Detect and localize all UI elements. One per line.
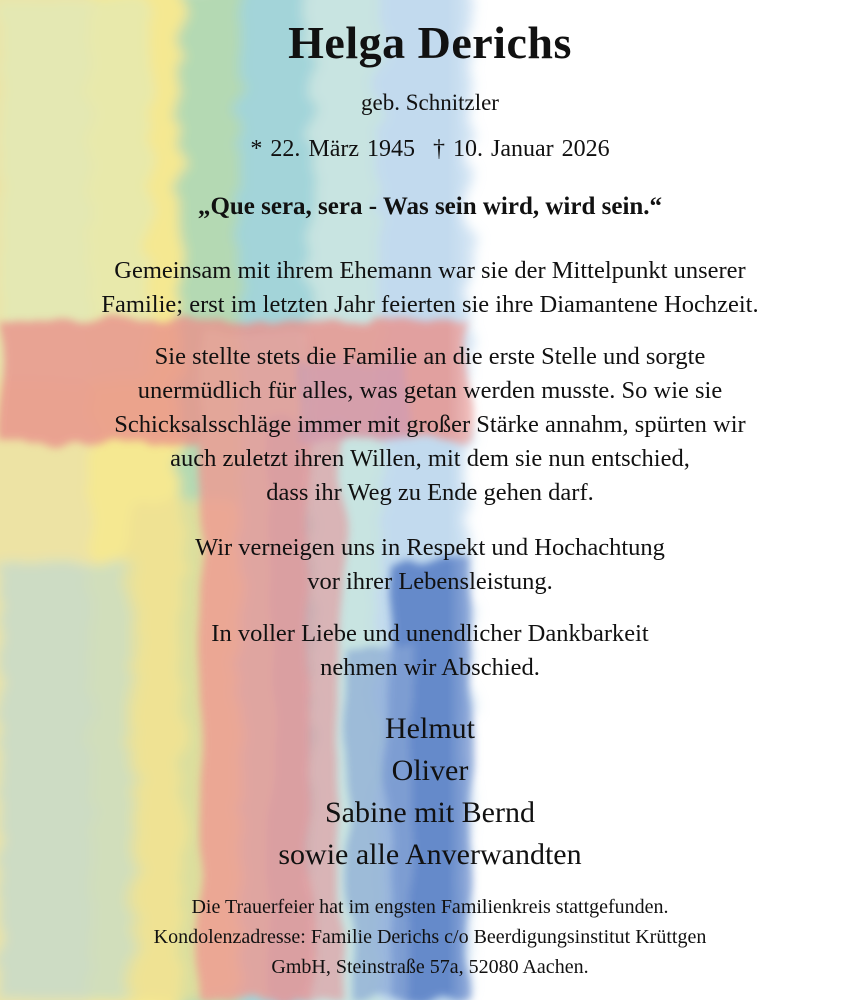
text-line: nehmen wir Abschied. [320,654,540,681]
paragraph-respect [20,531,840,599]
funeral-info [20,892,840,982]
mourner-name: Oliver [391,754,469,787]
mourners-list [0,708,860,876]
footer-line: GmbH, Steinstraße 57a, 52080 Aachen. [271,956,589,978]
text-line: Sie stellte stets die Familie an die erste Stelle und sorgte [154,343,706,370]
text-line: Wir verneigen uns in Respekt und Hochachtung [195,534,665,561]
quote: „Que sera, sera - Was sein wird, wird sein.“ [197,193,663,220]
mourner-name: sowie alle Anverwandten [278,838,582,871]
mourner-name: Helmut [385,712,475,745]
text-line: Gemeinsam mit ihrem Ehemann war sie der Mittelpunkt unserer [114,257,746,284]
paragraph-marriage [20,254,840,322]
paragraph-family [20,340,840,510]
text-line: In voller Liebe und unendlicher Dankbarkeit [211,620,649,647]
text-line: auch zuletzt ihren Willen, mit dem sie nun entschied, [170,445,690,472]
text-line: vor ihrer Lebensleistung. [307,568,553,595]
birth-date: * 22. März 1945 [250,136,415,162]
text-line: Schicksalsschläge immer mit großer Stärke annahm, spürten wir [114,411,746,438]
mourner-name: Sabine mit Bernd [325,796,535,829]
paragraph-farewell [20,617,840,685]
life-dates [0,136,860,163]
text-line: dass ihr Weg zu Ende gehen darf. [266,479,594,506]
text-line: Familie; erst im letzten Jahr feierten sie ihre Diamantene Hochzeit. [101,291,759,318]
deceased-name: Helga Derichs [288,17,572,68]
footer-line: Die Trauerfeier hat im engsten Familienkreis stattgefunden. [191,896,669,918]
death-date: † 10. Januar 2026 [433,136,610,162]
condolence-address: Kondolenzadresse: Familie Derichs c/o Beerdigungsinstitut Krüttgen [153,926,707,948]
maiden-name: geb. Schnitzler [361,90,499,115]
text-line: unermüdlich für alles, was getan werden musste. So wie sie [137,377,723,404]
